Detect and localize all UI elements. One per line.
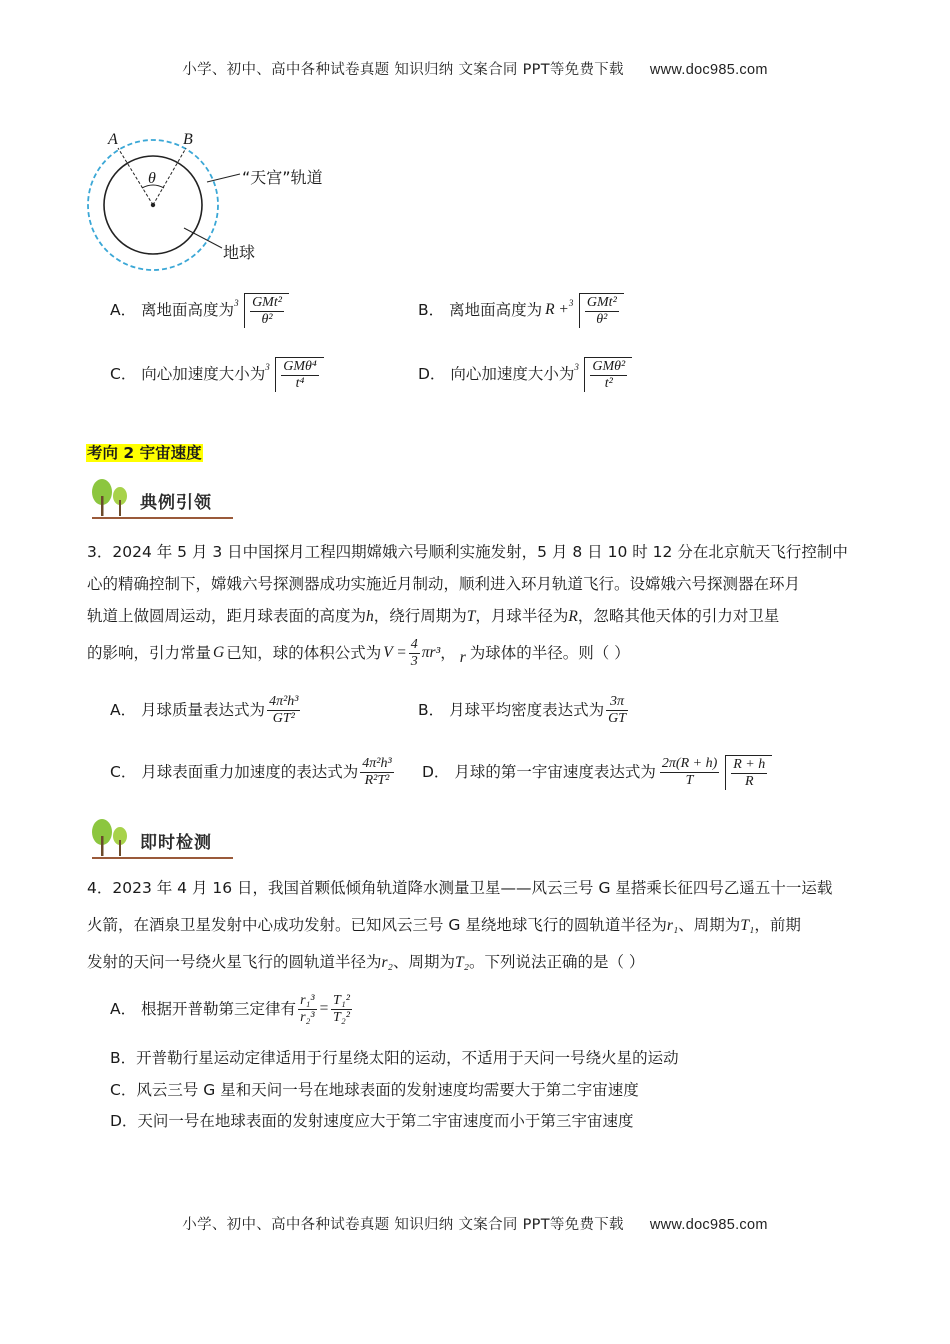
- header-url[interactable]: www.doc985.com: [649, 62, 768, 78]
- q2-option-a[interactable]: A． 离地面高度为 3 $\frac{\text{GMt²}}{\text{θ²}}$: [110, 290, 289, 330]
- footer-url[interactable]: www.doc985.com: [649, 1217, 768, 1233]
- q3-option-c[interactable]: C． 月球表面重力加速度的表达式为 $\frac{\text{4π²h³}}{\text{R²T²}}$: [110, 755, 392, 788]
- q4-option-c[interactable]: C．风云三号 G 星和天问一号在地球表面的发射速度均需要大于第二宇宙速度: [110, 1081, 639, 1099]
- q4-option-b[interactable]: B．开普勒行星运动定律适用于行星绕太阳的运动，不适用于天问一号绕火星的运动: [110, 1049, 679, 1067]
- center-dot: [151, 203, 155, 207]
- label-orbit: “天宫”轨道: [242, 168, 323, 187]
- label-theta: θ: [148, 170, 156, 187]
- banner-example: [88, 474, 238, 520]
- banner-check: [88, 814, 238, 860]
- page-header: [0, 58, 950, 79]
- q3-option-a[interactable]: A． 月球质量表达式为 $\frac{\text{4π²h³}}{\text{GT²}}$: [110, 693, 299, 726]
- q3-stem: 3．2024 年 5 月 3 日中国探月工程四期嫦娥六号顺利实施发射，5 月 8 日 10 时 12 分在北京航天飞行控制中 心的精确控制下，嫦娥六号探测器成功实施近月制动，顺利进入环月轨道飞行。设嫦娥六号探测器在环月 轨道上做圆周运动，距月球表面的高度为h，绕行周期为T，月球半径为R，忽略其他天体的引力对卫星 的影响，引力常量 G 已知，球的体积公式为 V = $\frac{4}{3}$ πr³ ， r 为球体的半径。则（ ）: [87, 543, 848, 669]
- q3-option-b[interactable]: B． 月球平均密度表达式为 $\frac{3\pi}{GT}$: [418, 693, 626, 726]
- q3-option-d[interactable]: D． 月球的第一宇宙速度表达式为 $\frac{2\pi(R + h)}{T}$ $\frac{R + h}{R}$: [422, 750, 772, 794]
- page-footer: [0, 1213, 950, 1234]
- q4-option-d[interactable]: D．天问一号在地球表面的发射速度应大于第二宇宙速度而小于第三宇宙速度: [110, 1112, 634, 1130]
- q2-option-b[interactable]: B． 离地面高度为 R + 3 $\frac{\text{GMt²}}{\text{θ²}}$: [418, 290, 624, 330]
- banner-check-text: 即时检测: [140, 833, 212, 853]
- label-b: B: [183, 131, 193, 148]
- footer-text: 小学、初中、高中各种试卷真题 知识归纳 文案合同 PPT等免费下载: [182, 1217, 624, 1233]
- section-title: 考向 2 宇宙速度: [87, 444, 202, 462]
- q2-option-d[interactable]: D． 向心加速度大小为 3 $\frac{\text{GMθ²}}{\text{t²}}$: [418, 354, 632, 394]
- q2-option-c[interactable]: C． 向心加速度大小为 3 $\frac{\text{GMθ⁴}}{\text{t⁴}}$: [110, 354, 324, 394]
- q4-option-a[interactable]: A． 根据开普勒第三定律有 $\frac{\text{r₁³}}{\text{r₂³}}$ = $\frac{\text{T₁²}}{\text{T₂²}}$: [110, 992, 350, 1025]
- label-a: A: [108, 131, 118, 148]
- q4-stem: 4．2023 年 4 月 16 日，我国首颗低倾角轨道降水测量卫星——风云三号 G 星搭乘长征四号乙遥五十一运载 火箭，在酒泉卫星发射中心成功发射。已知风云三号 G 星绕地球飞行的圆轨道半径为r₁、周期为T₁，前期 发射的天问一号绕火星飞行的圆轨道半径为r₂、周期为T₂。下列说法正确的是（ ）: [87, 879, 833, 971]
- label-earth: 地球: [223, 243, 256, 262]
- banner-example-text: 典例引领: [140, 493, 212, 513]
- header-text: 小学、初中、高中各种试卷真题 知识归纳 文案合同 PPT等免费下载: [182, 62, 624, 78]
